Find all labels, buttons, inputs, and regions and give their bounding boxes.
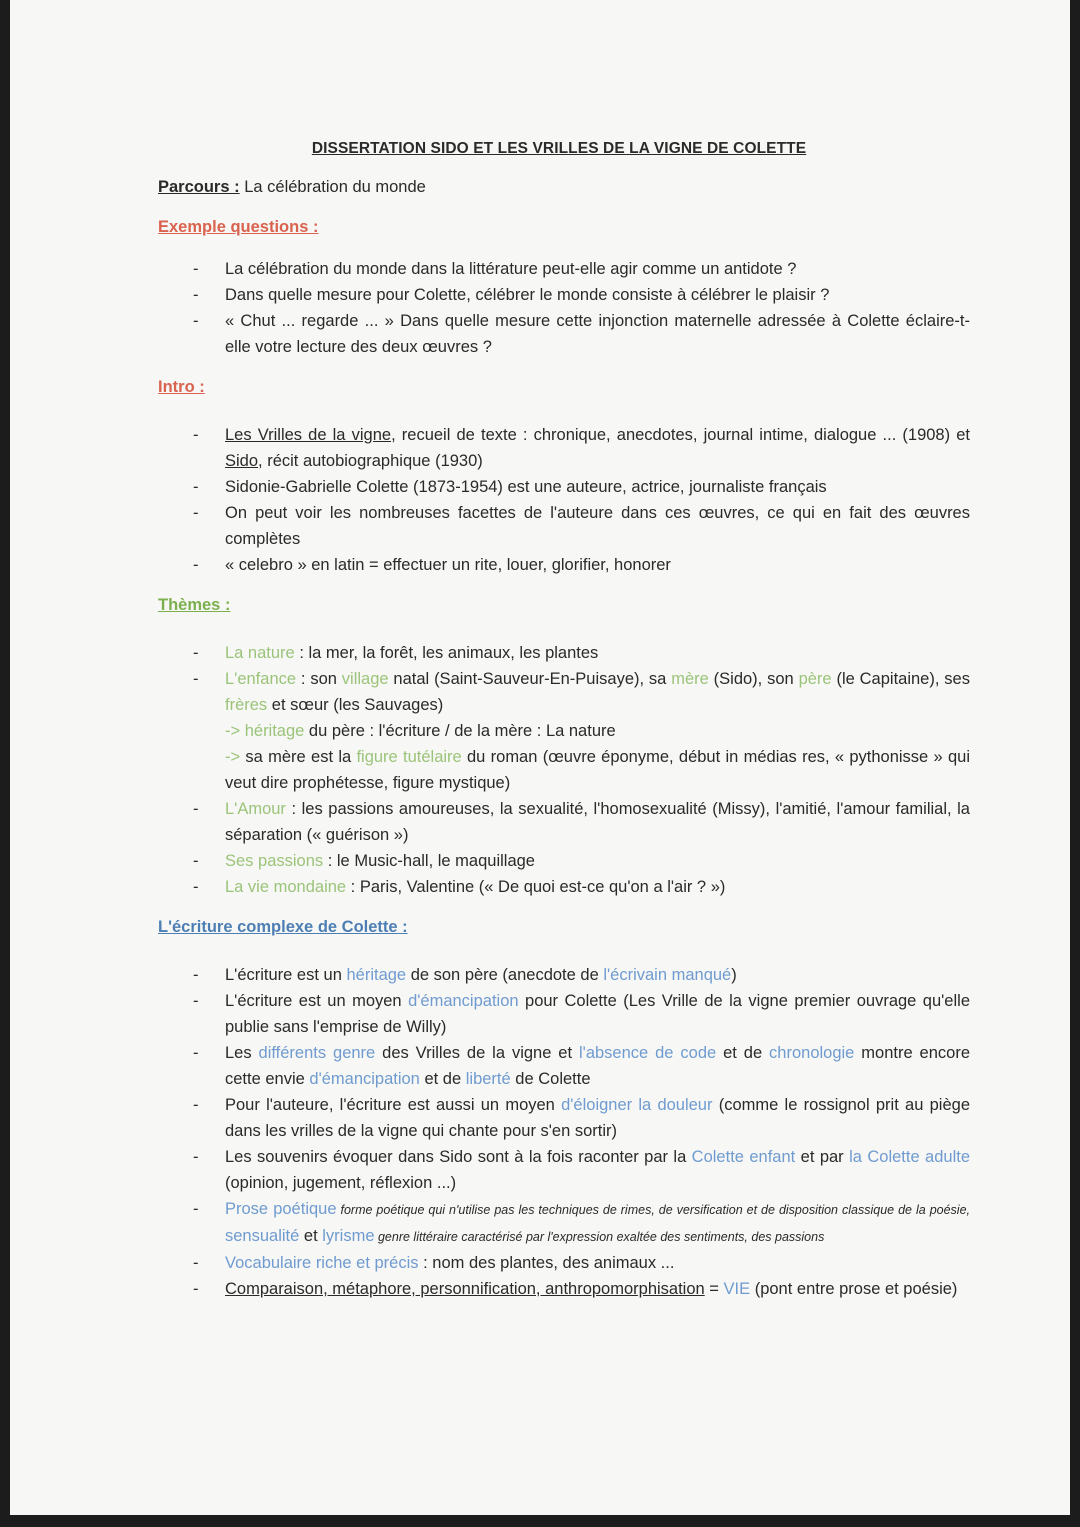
keyword: l'absence de code: [579, 1044, 717, 1062]
list-item: [148, 1144, 970, 1196]
keyword: l'écrivain manqué: [603, 966, 732, 984]
keyword: Vocabulaire riche et précis: [225, 1254, 419, 1272]
intro-list: [148, 422, 970, 578]
theme-keyword: La nature: [225, 644, 295, 662]
text: L'écriture est un: [225, 966, 347, 984]
keyword: lyrisme: [322, 1227, 375, 1245]
sub-point: [225, 744, 970, 796]
keyword: d'émancipation: [309, 1070, 420, 1088]
theme-text: (le Capitaine), ses: [831, 670, 970, 688]
theme-keyword: La vie mondaine: [225, 878, 347, 896]
keyword: sensualité: [225, 1227, 300, 1245]
keyword: la Colette adulte: [849, 1148, 970, 1166]
list-item: [148, 1250, 970, 1276]
text: et par: [795, 1148, 850, 1166]
text: pour Colette (Les Vrille de la vigne premier ouvrage qu'elle publie sans l'emprise de Willy): [225, 992, 970, 1036]
keyword: Colette enfant: [691, 1148, 796, 1166]
intro-heading: Intro :: [158, 378, 205, 396]
text: (opinion, jugement, réflexion ...): [225, 1174, 457, 1192]
list-item: - On peut voir les nombreuses facettes de l'auteure dans ces œuvres, ce qui en fait des œuvres complètes: [148, 500, 970, 552]
list-item: - La célébration du monde dans la littérature peut-elle agir comme un antidote ?: [148, 256, 970, 282]
list-item: [148, 796, 970, 848]
work-title-sido: Sido: [225, 452, 259, 470]
list-item: [148, 1092, 970, 1144]
list-item: [148, 1196, 970, 1250]
figures-of-speech: Comparaison, métaphore, personnification, anthropomorphisation: [225, 1280, 705, 1298]
definition-text: forme poétique qui n'utilise pas les techniques de rimes, de versification et de disposition classique de la poésie,: [336, 1203, 970, 1217]
list-item: - « celebro » en latin = effectuer un rite, louer, glorifier, honorer: [148, 552, 970, 578]
definition-text: genre littéraire caractérisé par l'expression exaltée des sentiments, des passions: [374, 1230, 825, 1244]
list-item: [148, 1276, 970, 1302]
intro-text: , recueil de texte : chronique, anecdotes, journal intime, dialogue ... (1908) et: [391, 426, 970, 444]
theme-text: : la mer, la forêt, les animaux, les plantes: [294, 644, 599, 662]
sub-point: [225, 718, 970, 744]
list-item: [148, 640, 970, 666]
text: (comme le rossignol prit au piège dans les vrilles de la vigne qui chante pour s'en sortir): [225, 1096, 970, 1140]
themes-heading: Thèmes :: [158, 596, 231, 614]
sub-text: du roman (œuvre éponyme, début in médias res, « pythonisse » qui veut dire prophétesse, figure mystique): [225, 748, 970, 792]
sub-text: du père : l'écriture / de la mère : La nature: [304, 722, 616, 740]
work-title-vrilles: Les Vrilles de la vigne: [225, 426, 392, 444]
keyword: Prose poétique: [225, 1200, 337, 1218]
text: Les: [225, 1044, 259, 1062]
text: ): [731, 966, 737, 984]
keyword: différents genre: [258, 1044, 376, 1062]
text: et de: [716, 1044, 770, 1062]
sub-text: sa mère est la: [245, 748, 357, 766]
theme-keyword: Ses passions: [225, 852, 324, 870]
arrow-keyword: -> héritage: [225, 722, 305, 740]
list-item: - Dans quelle mesure pour Colette, célébrer le monde consiste à célébrer le plaisir ?: [148, 282, 970, 308]
theme-text: (Sido), son: [708, 670, 799, 688]
keyword: d'émancipation: [408, 992, 519, 1010]
text: Pour l'auteure, l'écriture est aussi un moyen: [225, 1096, 562, 1114]
list-item: [148, 962, 970, 988]
keyword: VIE: [723, 1280, 751, 1298]
themes-list: [148, 640, 970, 900]
text: : nom des plantes, des animaux ...: [418, 1254, 675, 1272]
theme-text: : Paris, Valentine (« De quoi est-ce qu'on a l'air ? »): [346, 878, 726, 896]
list-item: [148, 988, 970, 1040]
text: de Colette: [510, 1070, 591, 1088]
text: Les souvenirs évoquer dans Sido sont à la fois raconter par la: [225, 1148, 692, 1166]
theme-text: et sœur (les Sauvages): [267, 696, 444, 714]
document-page: [10, 0, 1070, 1515]
theme-text: : son: [296, 670, 342, 688]
keyword: liberté: [465, 1070, 511, 1088]
text: montre encore cette envie: [225, 1044, 971, 1088]
keyword: père: [798, 670, 832, 688]
keyword: village: [341, 670, 389, 688]
ecriture-heading: L'écriture complexe de Colette :: [158, 918, 408, 936]
keyword: héritage: [346, 966, 407, 984]
list-item: - « Chut ... regarde ... » Dans quelle mesure cette injonction maternelle adressée à Colette éclaire-t-elle votre lecture des deux œuvres ?: [148, 308, 970, 360]
theme-text: : le Music-hall, le maquillage: [323, 852, 535, 870]
theme-keyword: L'enfance: [225, 670, 297, 688]
theme-text: natal (Saint-Sauveur-En-Puisaye), sa: [388, 670, 672, 688]
keyword: chronologie: [769, 1044, 855, 1062]
parcours-label: Parcours :: [158, 178, 240, 196]
intro-text: , récit autobiographique (1930): [258, 452, 483, 470]
keyword: frères: [225, 696, 268, 714]
list-item: [148, 848, 970, 874]
text: et de: [419, 1070, 466, 1088]
parcours-text: La célébration du monde: [239, 178, 426, 196]
list-item: [148, 666, 970, 796]
text: de son père (anecdote de: [406, 966, 604, 984]
document-title: DISSERTATION SIDO ET LES VRILLES DE LA VIGNE DE COLETTE: [311, 140, 807, 157]
questions-list: [148, 256, 970, 360]
document-content: [148, 136, 970, 1316]
keyword: figure tutélaire: [356, 748, 462, 766]
keyword: mère: [671, 670, 709, 688]
list-item: - Sidonie-Gabrielle Colette (1873-1954) est une auteure, actrice, journaliste français: [148, 474, 970, 500]
text: L'écriture est un moyen: [225, 992, 409, 1010]
list-item: [148, 422, 970, 474]
theme-text: : les passions amoureuses, la sexualité, l'homosexualité (Missy), l'amitié, l'amour familial, la séparation (« guérison »): [225, 800, 970, 844]
questions-heading: Exemple questions :: [158, 218, 319, 236]
theme-keyword: L'Amour: [225, 800, 286, 818]
list-item: [148, 874, 970, 900]
parcours-line: [158, 174, 970, 200]
text: (pont entre prose et poésie): [750, 1280, 958, 1298]
text: et: [299, 1227, 323, 1245]
ecriture-list: [148, 962, 970, 1302]
text: des Vrilles de la vigne et: [375, 1044, 579, 1062]
text: =: [704, 1280, 724, 1298]
list-item: [148, 1040, 970, 1092]
arrow-icon: ->: [225, 748, 246, 766]
keyword: d'éloigner la douleur: [561, 1096, 713, 1114]
